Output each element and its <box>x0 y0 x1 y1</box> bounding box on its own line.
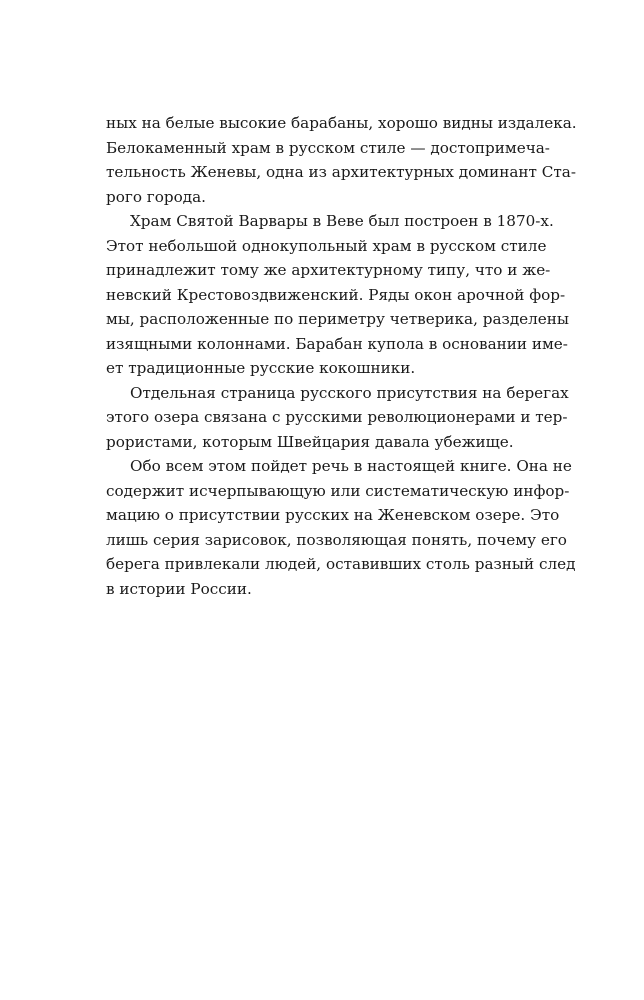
text-line: в истории России. <box>106 579 252 598</box>
body-text <box>106 111 577 601</box>
text-line: содержит исчерпывающую или систематическую инфор- <box>106 481 570 500</box>
text-line: Белокаменный храм в русском стиле — достопримеча- <box>106 138 550 157</box>
text-line: Храм Святой Варвары в Веве был построен в 1870-х. <box>130 212 554 230</box>
paragraph-4 <box>106 454 576 601</box>
text-line: тельность Женевы, одна из архитектурных доминант Ста- <box>106 163 576 181</box>
text-line: мы, расположенные по периметру четверика, разделены <box>106 310 570 328</box>
text-line: берега привлекали людей, оставивших столь разный след <box>106 555 576 573</box>
text-line: рористами, которым Швейцария давала убежище. <box>106 432 514 451</box>
paragraph-3 <box>106 381 569 455</box>
text-line: Обо всем этом пойдет речь в настоящей книге. Она не <box>130 457 572 475</box>
text-line: Отдельная страница русского присутствия на берегах <box>130 383 569 402</box>
text-line: мацию о присутствии русских на Женевском озере. Это <box>106 506 560 524</box>
paragraph-1 <box>106 111 577 209</box>
text-line: принадлежит тому же архитектурному типу, что и же- <box>106 261 551 279</box>
text-line: невский Крестовоздвиженский. Ряды окон арочной фор- <box>106 285 566 304</box>
text-line: Этот небольшой однокупольный храм в русском стиле <box>106 236 547 255</box>
text-line: ет традиционные русские кокошники. <box>106 359 416 377</box>
paragraph-2 <box>106 209 570 381</box>
text-line: этого озера связана с русскими революционерами и тер- <box>106 408 568 426</box>
text-line: ных на белые высокие барабаны, хорошо видны издалека. <box>106 114 577 132</box>
text-line: рого города. <box>106 187 206 206</box>
text-line: изящными колоннами. Барабан купола в основании име- <box>106 334 568 353</box>
text-line: лишь серия зарисовок, позволяющая понять, почему его <box>106 530 567 549</box>
